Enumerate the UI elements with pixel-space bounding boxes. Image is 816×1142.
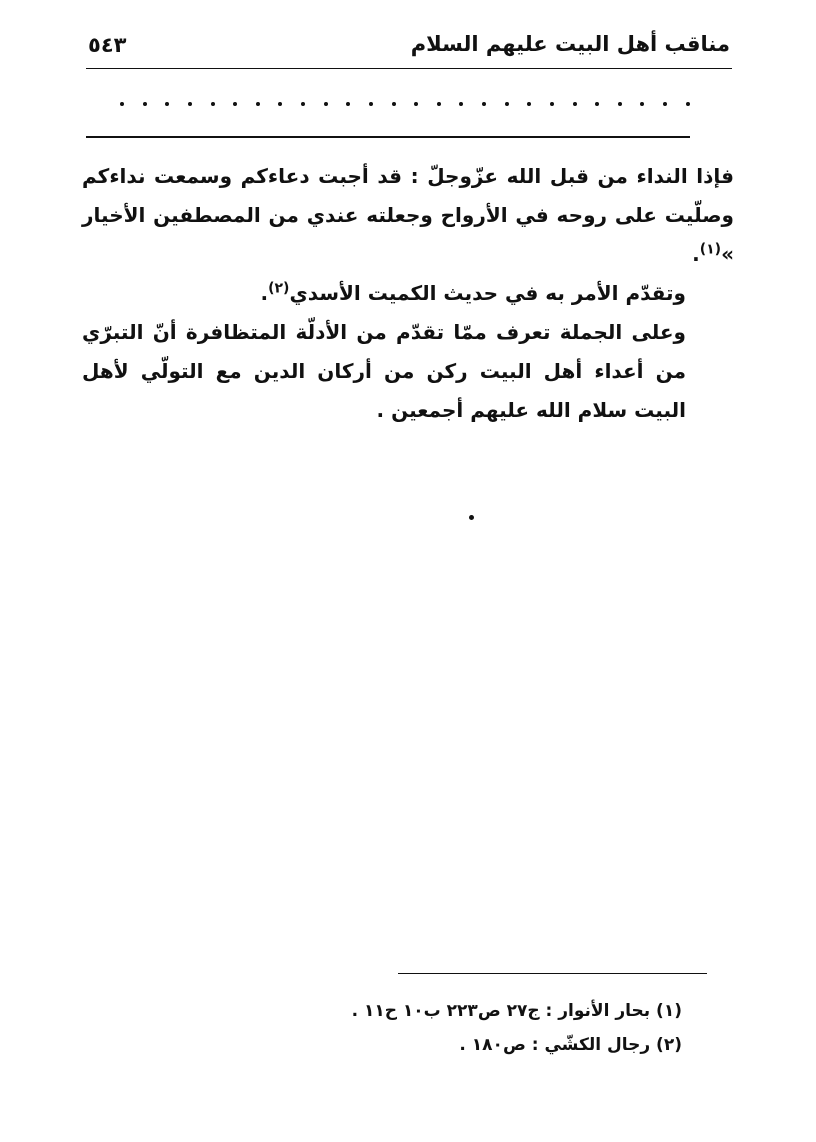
footnote-ref-1: (١) bbox=[699, 241, 722, 258]
ellipsis-dot bbox=[663, 102, 667, 106]
ellipsis-dot bbox=[437, 102, 441, 106]
ellipsis-dot bbox=[550, 102, 554, 106]
footnotes bbox=[342, 994, 682, 1062]
ellipsis-dot bbox=[686, 102, 690, 106]
main-text bbox=[82, 157, 734, 430]
ellipsis-dot bbox=[301, 102, 305, 106]
ellipsis-dot bbox=[505, 102, 509, 106]
ellipsis-dot bbox=[595, 102, 599, 106]
ellipsis-dot bbox=[233, 102, 237, 106]
ellipsis-dot bbox=[573, 102, 577, 106]
ellipsis-dot bbox=[482, 102, 486, 106]
page-number: ٥٤٣ bbox=[88, 33, 127, 57]
paragraph-conclusion: وعلى الجملة تعرف ممّا تقدّم من الأدلّة المتظافرة أنّ التبرّي من أعداء أهل البيت ركن من أركان الدين مع التولّي لأهل البيت سلام الله عليهم أجمعين . bbox=[82, 320, 686, 422]
paragraph-text: وتقدّم الأمر به في حديث الكميت الأسدي bbox=[289, 281, 686, 305]
footnote-ref-2: (٢) bbox=[268, 280, 290, 297]
ellipsis-dot bbox=[324, 102, 328, 106]
ellipsis-dot bbox=[414, 102, 418, 106]
ellipsis-dot bbox=[346, 102, 350, 106]
ellipsis-dot bbox=[188, 102, 192, 106]
ellipsis-dot bbox=[278, 102, 282, 106]
section-rule bbox=[86, 136, 690, 138]
ellipsis-dot bbox=[143, 102, 147, 106]
ellipsis-dot bbox=[211, 102, 215, 106]
paragraph-text: فإذا النداء من قبل الله عزّوجلّ : قد أجبت دعاءكم وسمعت نداءكم وصلّيت على روحه في الأرواح وجعلته عندي من المصطفين الأخيار » bbox=[82, 164, 734, 266]
ellipsis-dot bbox=[392, 102, 396, 106]
footnote-2: (٢) رجال الكشّي : ص١٨٠ . bbox=[459, 1035, 682, 1055]
ellipsis-dot bbox=[165, 102, 169, 106]
ellipsis-dot bbox=[618, 102, 622, 106]
footnote-1: (١) بحار الأنوار : ج٢٧ ص٢٢٣ ب١٠ ح١١ . bbox=[351, 1001, 682, 1021]
paragraph-quote: فإذا النداء من قبل الله عزّوجلّ : قد أجبت دعاءكم وسمعت نداءكم وصلّيت على روحه في الأرواح وجعلته عندي من المصطفين الأخيار »$^{(١)}$. bbox=[82, 164, 734, 266]
ellipsis-dot bbox=[369, 102, 373, 106]
running-header-title: مناقب أهل البيت عليهم السلام bbox=[410, 32, 730, 56]
ellipsis-dot bbox=[459, 102, 463, 106]
ellipsis-dot bbox=[527, 102, 531, 106]
footnote-rule bbox=[398, 973, 707, 974]
header-rule bbox=[86, 68, 732, 69]
ellipsis-dots-row bbox=[120, 94, 690, 114]
ellipsis-dot bbox=[120, 102, 124, 106]
ellipsis-dot bbox=[640, 102, 644, 106]
section-end-dot bbox=[469, 515, 474, 520]
paragraph-kumait: وتقدّم الأمر به في حديث الكميت الأسدي$^{(٢)}$. bbox=[260, 280, 686, 305]
ellipsis-dot bbox=[256, 102, 260, 106]
